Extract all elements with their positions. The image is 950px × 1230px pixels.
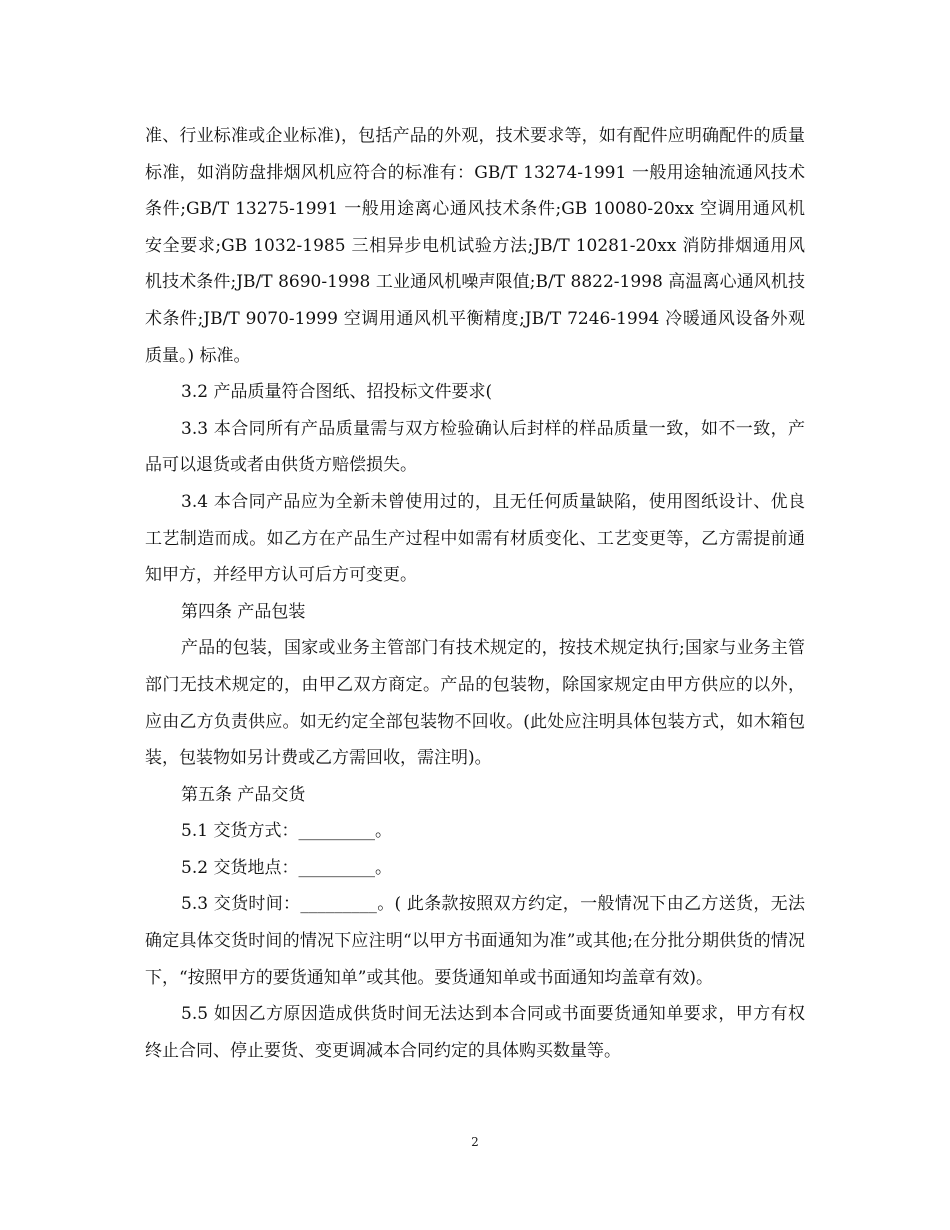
paragraph-3-4: 3.4 本合同产品应为全新未曾使用过的，且无任何质量缺陷，使用图纸设计、优良工艺制造而成。如乙方在产品生产过程中如需有材质变化、工艺变更等，乙方需提前通知甲方，并经甲方认可后方可变更。 — [145, 491, 805, 586]
page-number: 2 — [471, 1135, 479, 1149]
document-body — [145, 118, 805, 1069]
paragraph-5-2: 5.2 交货地点：_________。 — [181, 857, 392, 878]
paragraph-5-5: 5.5 如因乙方原因造成供货时间无法达到本合同或书面要货通知单要求，甲方有权 终止合同、停止要货、变更调减本合同约定的具体购买数量等。 — [145, 1004, 805, 1061]
section-heading-packaging: 第四条 产品包装 — [181, 601, 306, 622]
section-heading-delivery: 第五条 产品交货 — [181, 784, 306, 805]
paragraph-3-3: 3.3 本合同所有产品质量需与双方检验确认后封样的样品质量一致，如不一致，产品可以退货或者由供货方赔偿损失。 — [145, 418, 805, 476]
paragraph-quality-standards: 准、行业标准或企业标准)，包括产品的外观，技术要求等，如有配件应明确配件的质量标准，如消防盘排烟风机应符合的标准有：GB/T 13274-1991 一般用途轴流通风技术条件;GB/T 13275-1991 一般用途离心通风技术条件;GB 10080-20xx 空调用通风机安全要求;GB 1032-1985 三相异步电机试验方法;JB/T 10281-20xx 消防排烟通用风机技术条件;JB/T 8690-1998 工业通风机噪声限值;B/T 8822-1998 高温离心通风机技术条件;JB/T 9070-1999 空调用通风机平衡精度;JB/T 7246-1994 冷暖通风设备外观质量。) 标准。 — [145, 126, 805, 366]
paragraph-packaging: 产品的包装，国家或业务主管部门有技术规定的，按技术规定执行;国家与业务主管部门无技术规定的，由甲乙双方商定。产品的包装物，除国家规定由甲方供应的以外，应由乙方负责供应。如无约定全部包装物不回收。(此处应注明具体包装方式，如木箱包装，包装物如另计费或乙方需回收，需注明)。 — [145, 638, 805, 769]
paragraph-5-1: 5.1 交货方式：_________。 — [181, 821, 392, 842]
paragraph-5-3: 5.3 交货时间：_________。( 此条款按照双方约定，一般情况下由乙方送货，无法确定具体交货时间的情况下应注明“以甲方书面通知为准”或其他;在分批分期供货的情况下，“按照甲方的要货通知单”或其他。要货通知单或书面通知均盖章有效)。 — [145, 894, 805, 988]
paragraph-3-2: 3.2 产品质量符合图纸、招投标文件要求( — [181, 382, 493, 403]
